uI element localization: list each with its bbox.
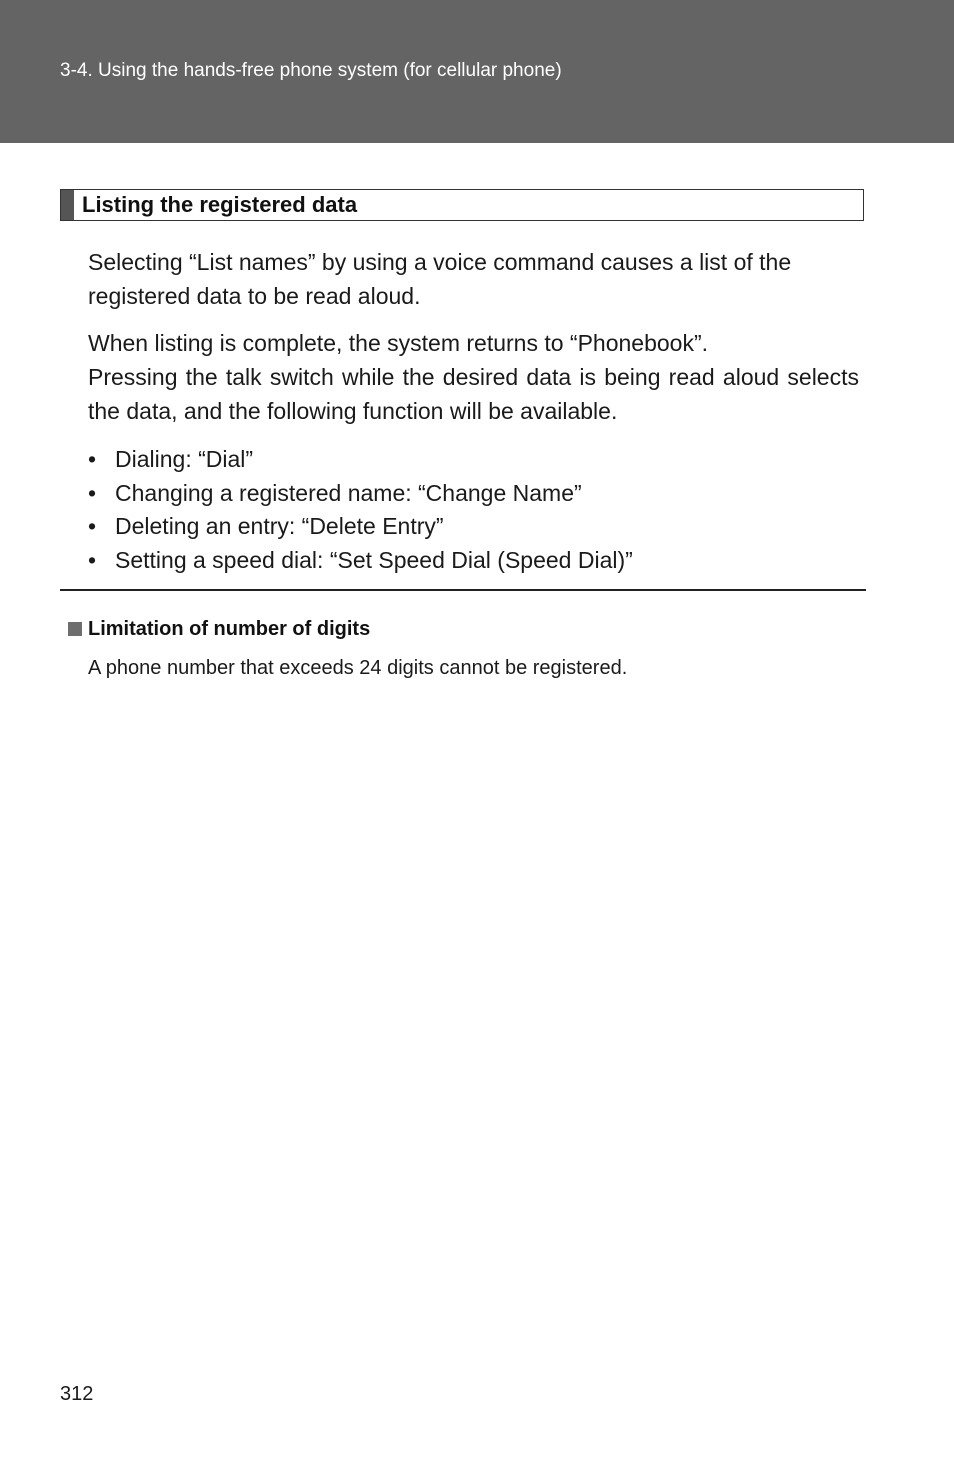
section-divider: [60, 589, 866, 591]
square-bullet-icon: [68, 622, 82, 636]
chapter-title: 3-4. Using the hands-free phone system (for cellular phone): [60, 60, 562, 81]
paragraph-listing-complete: When listing is complete, the system returns to “Phonebook”.: [88, 330, 709, 356]
list-item-text: Dialing: “Dial”: [115, 446, 254, 472]
paragraph-talk-switch: Pressing the talk switch while the desired data is being read aloud selects the data, and the following function will be available.: [88, 364, 859, 424]
bullet-icon: •: [88, 446, 97, 472]
bullet-icon: •: [88, 513, 97, 539]
section-title: Listing the registered data: [82, 192, 358, 217]
note-heading: [68, 617, 370, 641]
bullet-icon: •: [88, 546, 97, 573]
list-item-text: Deleting an entry: “Delete Entry”: [115, 513, 444, 539]
list-item-text: Changing a registered name: “Change Name”: [115, 479, 582, 506]
page-number: 312: [60, 1383, 94, 1405]
heading-accent-bar: [61, 190, 74, 220]
function-list: [88, 443, 859, 577]
header-band: [0, 0, 954, 143]
list-item-text: Setting a speed dial: “Set Speed Dial (Speed Dial)”: [115, 546, 633, 573]
paragraph-list-names: Selecting “List names” by using a voice command causes a list of the registered data to be read aloud.: [88, 249, 792, 309]
list-item: [88, 510, 859, 544]
bullet-icon: •: [88, 479, 97, 506]
list-item: [88, 443, 859, 477]
note-text: A phone number that exceeds 24 digits cannot be registered.: [88, 657, 628, 679]
section-heading-box: [60, 189, 864, 221]
list-item: [88, 544, 859, 578]
list-item: [88, 477, 859, 511]
note-heading-text: Limitation of number of digits: [88, 618, 371, 640]
